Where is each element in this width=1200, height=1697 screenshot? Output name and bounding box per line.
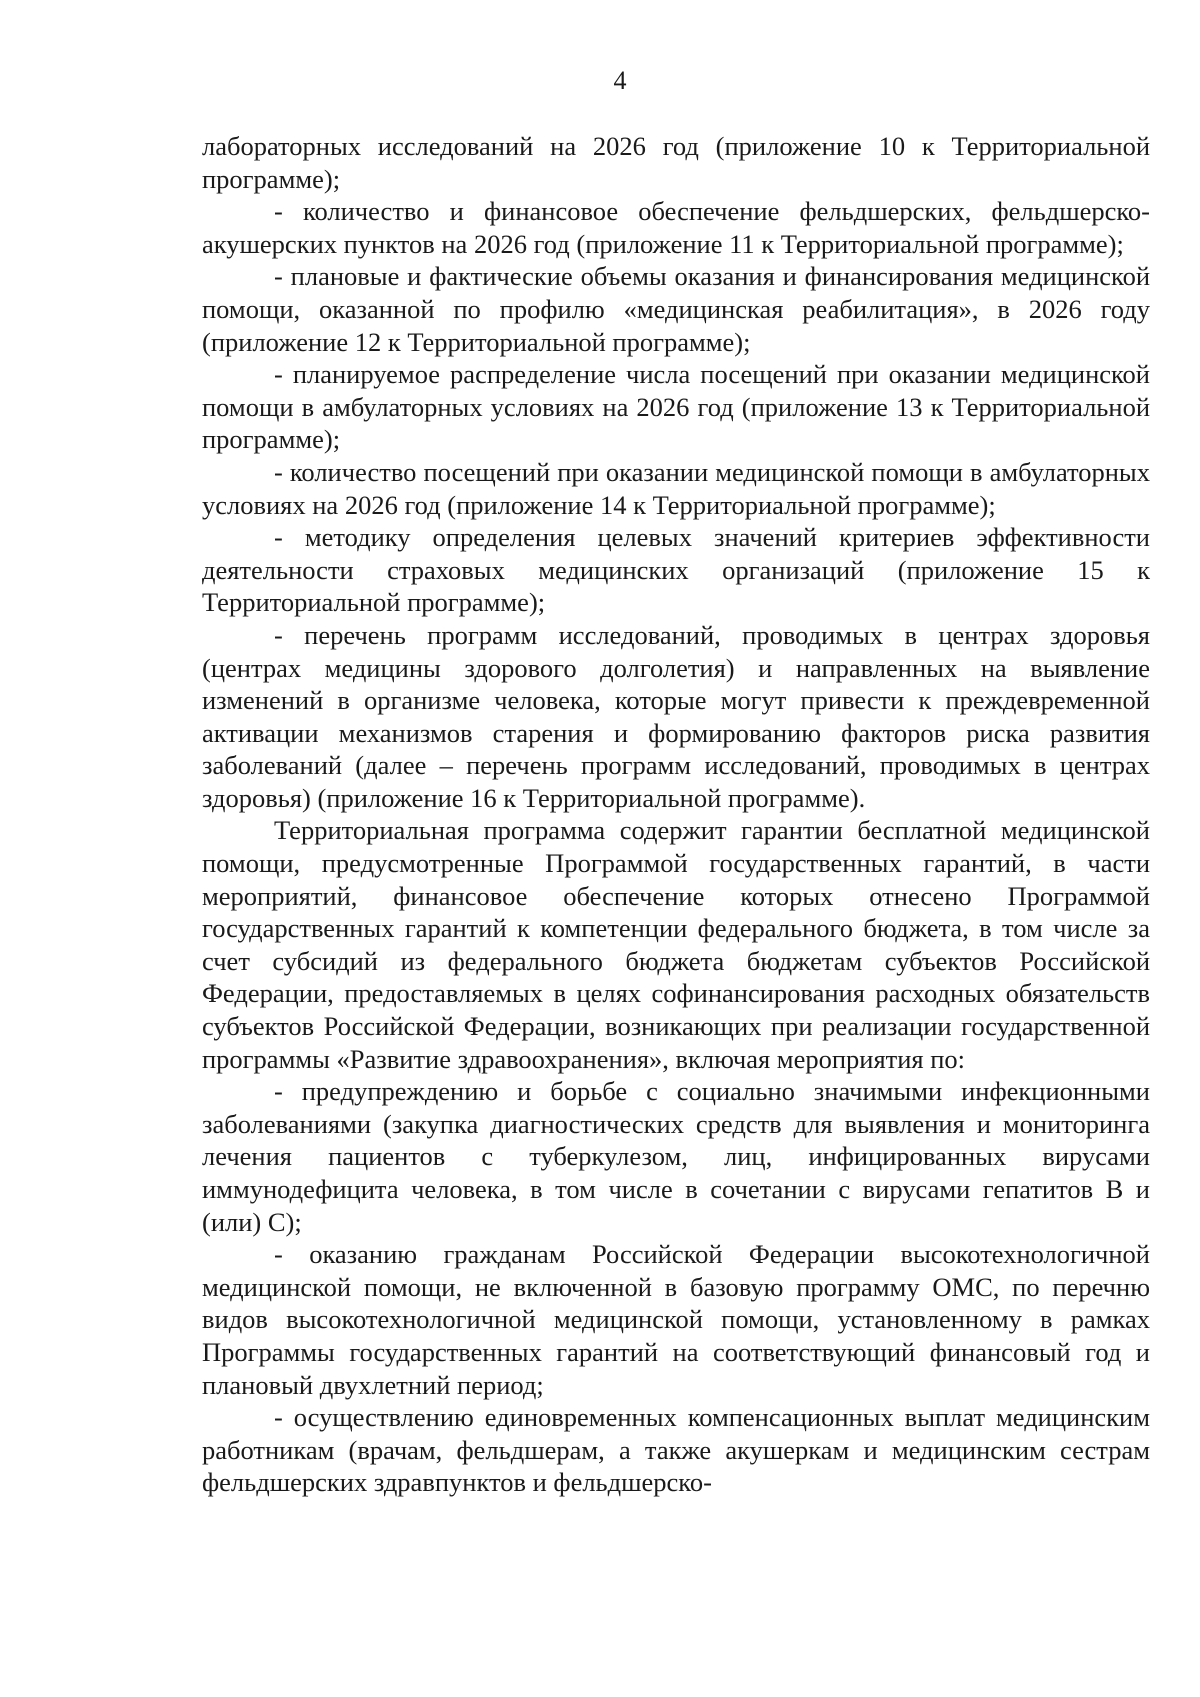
list-item-appendix-12: - плановые и фактические объемы оказания и финансирования медицинской помощи, оказанной по профилю «медицинская реабилитация», в 2026 году (приложение 12 к Территориальной программе); [202,261,1150,357]
list-item-appendix-15: - методику определения целевых значений критериев эффективности деятельности страховых медицинских организаций (приложение 15 к Территориальной программе); [202,522,1150,618]
list-item-appendix-13: - планируемое распределение числа посещений при оказании медицинской помощи в амбулаторных условиях на 2026 год (приложение 13 к Территориальной программе); [202,359,1150,455]
document-body [202,130,1150,1499]
list-item-compensation-payments: - осуществлению единовременных компенсационных выплат медицинским работникам (врачам, фельдшерам, а также акушеркам и медицинским сестрам фельдшерских здравпунктов и фельдшерско- [202,1402,1150,1498]
list-item-infectious-diseases: - предупреждению и борьбе с социально значимыми инфекционными заболеваниями (закупка диагностических средств для выявления и мониторинга лечения пациентов с туберкулезом, лиц, инфицированных вирусами иммунодефицита человека, в том числе в сочетании с вирусами гепатитов B и (или) C); [202,1076,1150,1237]
list-item-appendix-16: - перечень программ исследований, проводимых в центрах здоровья (центрах медицины здорового долголетия) и направленных на выявление изменений в организме человека, которые могут привести к преждевременной активации механизмов старения и формированию факторов риска развития заболеваний (далее – перечень программ исследований, проводимых в центрах здоровья) (приложение 16 к Территориальной программе). [202,619,1150,813]
paragraph-guarantees: Территориальная программа содержит гарантии бесплатной медицинской помощи, предусмотренные Программой государственных гарантий, в части мероприятий, финансовое обеспечение которых отнесено Программой государственных гарантий к компетенции федерального бюджета, в том числе за счет субсидий из федерального бюджета бюджетам субъектов Российской Федерации, предоставляемых в целях софинансирования расходных обязательств субъектов Российской Федерации, возникающих при реализации государственной программы «Развитие здравоохранения», включая мероприятия по: [202,815,1150,1074]
list-item-appendix-14: - количество посещений при оказании медицинской помощи в амбулаторных условиях на 2026 год (приложение 14 к Территориальной программе); [202,456,1150,520]
list-item-appendix-11: - количество и финансовое обеспечение фельдшерских, фельдшерско-акушерских пунктов на 2026 год (приложение 11 к Территориальной программе); [202,196,1150,259]
page-number: 4 [613,66,627,95]
list-item-high-tech-care: - оказанию гражданам Российской Федерации высокотехнологичной медицинской помощи, не включенной в базовую программу ОМС, по перечню видов высокотехнологичной медицинской помощи, установленному в рамках Программы государственных гарантий на соответствующий финансовый год и плановый двухлетний период; [202,1239,1150,1400]
paragraph-continuation: лабораторных исследований на 2026 год (приложение 10 к Территориальной программе); [202,131,1150,194]
